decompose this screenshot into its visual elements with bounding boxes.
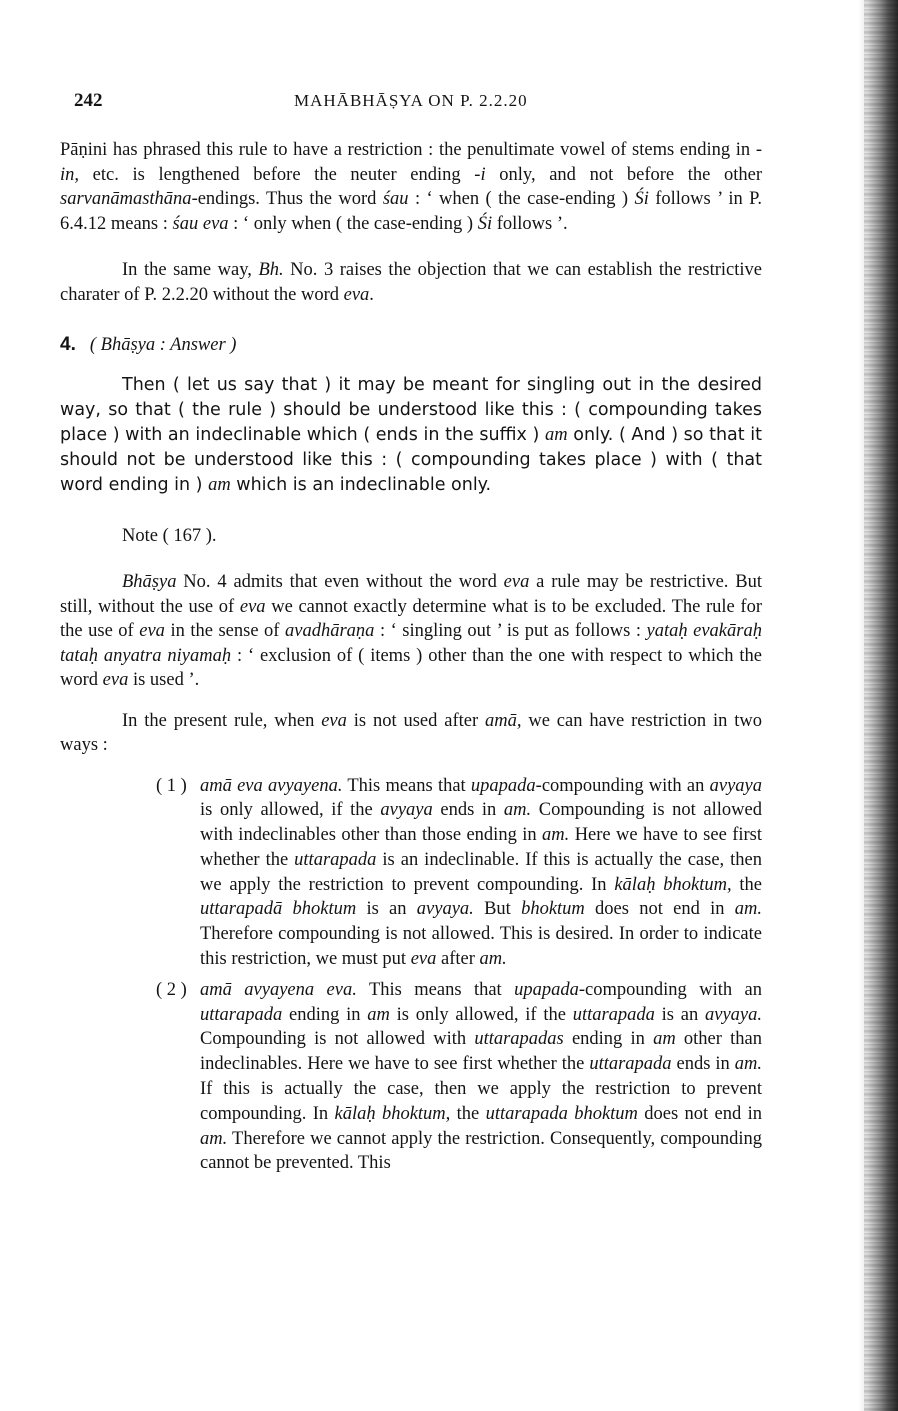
text-run: Here we have to see first whether the (200, 825, 762, 870)
text-run: ending in (563, 1029, 654, 1050)
text-run: . (369, 284, 374, 305)
text-run: does not end in (584, 899, 735, 920)
italic-term: am (653, 1029, 676, 1050)
italic-term: kālaḥ bhoktum, (614, 874, 732, 895)
bhasya-heading (60, 333, 762, 357)
italic-term: amā avyayena eva. (200, 979, 357, 1000)
italic-term: śau (382, 189, 409, 209)
text-run: -endings. Thus the word (191, 189, 383, 209)
italic-term: uttarapada (200, 1004, 283, 1025)
italic-term: am. (503, 800, 532, 821)
text-run: only. ( And ) so that it should not be understood like this : ( compounding takes place ) with ( that word ending in ) (60, 425, 762, 495)
italic-term: bhoktum (521, 899, 585, 920)
italic-term: -i (474, 164, 486, 185)
text-run: is an (356, 899, 417, 920)
italic-term: avadhāraṇa (285, 621, 375, 641)
italic-term: kālaḥ bhoktum, (334, 1103, 451, 1124)
italic-term: uttarapadas (474, 1029, 564, 1050)
italic-term: am. (479, 949, 507, 970)
text-run: -compounding with an (535, 775, 710, 796)
italic-term: avyaya. (704, 1004, 762, 1025)
italic-term: am (208, 475, 231, 495)
text-run: is only allowed, if the (200, 800, 381, 821)
text-run: which is an indeclinable only. (230, 475, 492, 495)
italic-term: Bh. (258, 260, 284, 280)
text-run: ends in (671, 1054, 735, 1075)
text-run: we cannot exactly determine what is to be excluded. The rule for the use of (60, 596, 762, 641)
text-run: : ‘ when ( the case-ending ) (408, 189, 635, 209)
running-title: MAHĀBHĀṢYA ON P. 2.2.20 (294, 91, 528, 110)
text-run: the (731, 874, 762, 895)
italic-term: upapada (514, 979, 579, 1000)
list-marker-2: ( 2 ) (156, 979, 187, 1000)
italic-term: amā, (485, 710, 522, 731)
italic-term: eva (503, 572, 530, 592)
text-run: in the sense of (164, 621, 285, 641)
italic-term: eva (343, 284, 370, 305)
italic-term: Śi (634, 189, 649, 209)
italic-term: Śi (477, 213, 493, 234)
italic-term: uttarapada (294, 849, 377, 870)
list-item-2 (60, 978, 762, 1176)
italic-term: am. (734, 1054, 762, 1075)
italic-term: śau eva (172, 213, 229, 234)
italic-term: uttarapada (589, 1054, 672, 1075)
italic-term: am. (200, 1128, 228, 1149)
text-run: -compounding with an (578, 979, 762, 1000)
text-run: the (450, 1103, 486, 1124)
text-run: : ‘ singling out ’ is put as follows : (374, 621, 647, 641)
italic-term: eva (102, 670, 129, 690)
paragraph-intro (60, 138, 762, 236)
page-number: 242 (74, 90, 103, 111)
italic-term: am (367, 1004, 390, 1025)
paragraph-objection (60, 258, 762, 307)
text-run: ends in (432, 800, 504, 821)
italic-term: avyaya (709, 775, 762, 796)
text-run: follows ’. (492, 213, 568, 234)
text-run: a rule may be restrictive. But still, without the use of (60, 572, 762, 617)
text-run: If this is actually the case, then we apply the restriction to prevent compounding. In (200, 1079, 762, 1124)
page-body (60, 138, 762, 1176)
text-run: Pāṇini has phrased this rule to have a restriction : the penultimate vowel of stems ending in (60, 140, 756, 160)
text-run: does not end in (637, 1103, 762, 1124)
italic-term: sarvanāmasthāna (60, 189, 192, 209)
bhasya-answer-text (60, 373, 762, 498)
italic-term: am. (542, 825, 570, 846)
list-marker-1: ( 1 ) (156, 775, 187, 796)
text-run: In the present rule, when (122, 710, 322, 731)
italic-term: avyaya (380, 800, 433, 821)
text-run: : ‘ exclusion of ( items ) other than the one with respect to which the word (60, 645, 762, 690)
italic-term: am. (734, 899, 762, 920)
note-heading: Note ( 167 ). (122, 526, 217, 546)
bhasya-number: 4. (60, 334, 76, 355)
text-run: Therefore we cannot apply the restriction. Consequently, compounding cannot be prevented. This (200, 1128, 762, 1174)
italic-term: am (544, 425, 568, 445)
italic-term: eva (410, 949, 437, 970)
scan-binding-edge (858, 0, 898, 1411)
text-run: Compounding is not allowed with indeclinables other than those ending in (200, 800, 762, 846)
text-run: Therefore compounding is not allowed. This is desired. In order to indicate this restriction, we must put (200, 924, 762, 970)
list-item-1 (60, 774, 762, 972)
text-run: In the same way, (122, 260, 259, 280)
text-run: is only allowed, if the (389, 1004, 573, 1025)
text-run: No. 3 raises the objection that we can establish the restrictive charater of P. 2.2.20 without the word (60, 260, 762, 305)
text-run: is an indeclinable. If this is actually the case, then we apply the restriction to prevent compounding. In (200, 849, 762, 895)
italic-term: yataḥ evakāraḥ tataḥ anyatra niyamaḥ (60, 621, 762, 666)
italic-term: avyaya. (416, 899, 474, 920)
text-run: Compounding is not allowed with (200, 1029, 475, 1050)
bhasya-label: ( Bhāṣya : Answer ) (89, 335, 237, 355)
text-run: But (473, 899, 522, 920)
italic-term: upapada (470, 775, 536, 796)
text-run: is an (654, 1004, 705, 1025)
text-run: Then ( let us say that ) it may be meant for singling out in the desired way, so that ( the rule ) should be understood like this : ( compounding takes place ) with an indeclinable which ( ends in the suffix ) (60, 375, 762, 445)
text-run: follows ’ in P. 6.4.12 means : (60, 189, 763, 234)
running-header (74, 90, 764, 116)
text-run: This means that (356, 979, 515, 1000)
text-run: : ‘ only when ( the case-ending ) (228, 213, 478, 234)
text-run: is used ’. (128, 670, 200, 690)
italic-term: eva (321, 710, 347, 731)
text-run: ending in (282, 1004, 368, 1025)
italic-term: eva (239, 596, 266, 617)
italic-term: eva (139, 621, 165, 641)
italic-term: Bhāṣya (122, 572, 177, 592)
italic-term: amā eva avyayena. (200, 775, 343, 796)
text-run: etc. is lengthened before the neuter ending (79, 164, 475, 185)
text-run: after (436, 949, 480, 970)
italic-term: uttarapadā bhoktum (200, 899, 357, 920)
text-run: we can have restriction in two ways : (60, 710, 762, 755)
list-item-2-text (200, 980, 762, 1174)
text-run: only, and not before the other (485, 164, 763, 185)
italic-term: uttarapada bhoktum (485, 1103, 638, 1124)
text-run: is not used after (346, 710, 485, 731)
list-item-1-text (200, 776, 762, 970)
text-run: other than indeclinables. Here we have to see first whether the (200, 1029, 762, 1075)
paragraph-note (60, 570, 762, 693)
italic-term: -in, (60, 140, 762, 185)
italic-term: uttarapada (572, 1004, 655, 1025)
text-run: This means that (342, 775, 471, 796)
paragraph-present-rule (60, 709, 762, 758)
text-run: No. 4 admits that even without the word (176, 572, 504, 592)
